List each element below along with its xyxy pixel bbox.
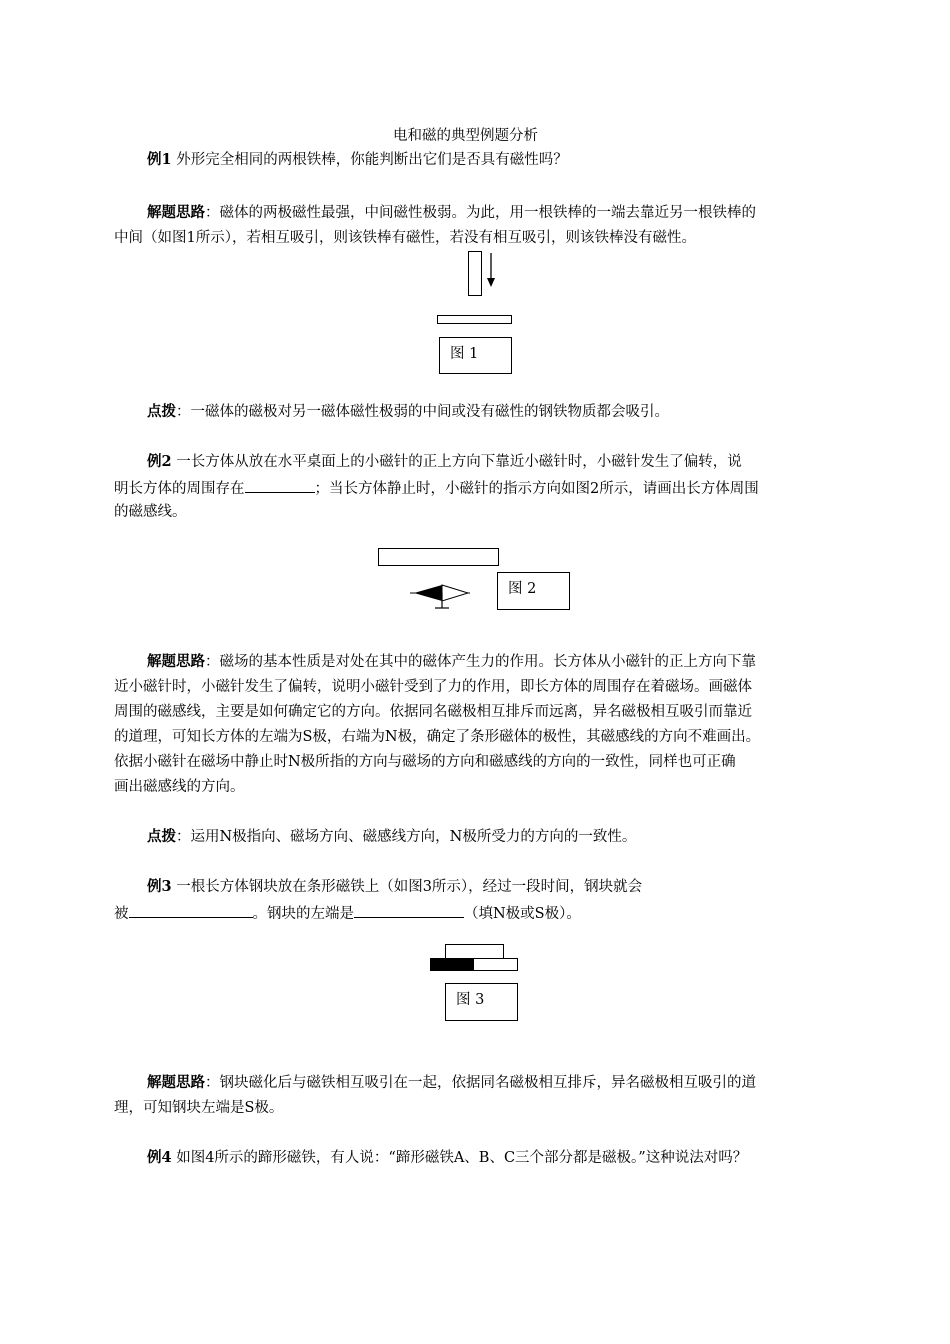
figure-1-vertical-iron-bar (468, 251, 482, 296)
example-1-question (147, 150, 568, 170)
tip-label: 点拨 (147, 828, 176, 845)
solution-label: 解题思路 (147, 653, 205, 670)
example-3-text: 一根长方体钢块放在条形磁铁上（如图3所示），经过一段时间，钢块就会 (171, 879, 643, 895)
example-2-solution-line-4: 的道理，可知长方体的左端为S极，右端为N极，确定了条形磁体的极性，其磁感线的方向不难画出。 (114, 729, 761, 745)
example-1-label: 例1 (147, 151, 172, 168)
example-2-question-line-1 (147, 452, 742, 472)
text-part: 被 (114, 906, 129, 922)
text-part: ；当长方体静止时，小磁针的指示方向如图2所示，请画出长方体周围 (314, 481, 759, 497)
answer-blank-3[interactable] (354, 902, 464, 918)
example-2-solution-line-3: 周围的磁感线，主要是如何确定它的方向。依据同名磁极相互排斥而远离，异名磁极相互吸引而靠近 (114, 704, 752, 720)
text-part: 。钢块的左端是 (252, 906, 354, 922)
example-3-solution-line-2: 理，可知钢块左端是S极。 (114, 1100, 284, 1116)
figure-2-cuboid (378, 548, 499, 566)
example-2-question-line-3: 的磁感线。 (114, 504, 187, 520)
example-3-solution-line-1 (147, 1073, 756, 1093)
example-1-text: 外形完全相同的两根铁棒，你能判断出它们是否具有磁性吗？ (171, 152, 568, 168)
figure-2-caption: 图 2 (497, 572, 570, 610)
figure-1-caption: 图 1 (439, 337, 512, 374)
example-2-solution-line-1 (147, 652, 756, 672)
example-1-solution-line-2: 中间（如图1所示），若相互吸引，则该铁棒有磁性，若没有相互吸引，则该铁棒没有磁性。 (114, 230, 696, 246)
example-4-question (147, 1148, 747, 1168)
solution-text: ：钢块磁化后与磁铁相互吸引在一起，依据同名磁极相互排斥，异名磁极相互吸引的道 (205, 1075, 756, 1091)
figure-3-bar-magnet (430, 958, 518, 971)
example-2-solution-line-6: 画出磁感线的方向。 (114, 779, 245, 795)
example-2-label: 例2 (147, 453, 172, 470)
solution-text: ：磁场的基本性质是对处在其中的磁体产生力的作用。长方体从小磁针的正上方向下靠 (205, 654, 756, 670)
solution-label: 解题思路 (147, 1074, 205, 1091)
tip-text: ：运用N极指向、磁场方向、磁感线方向，N极所受力的方向的一致性。 (176, 829, 637, 845)
answer-blank-2[interactable] (129, 902, 253, 918)
solution-label: 解题思路 (147, 204, 205, 221)
figure-1-horizontal-iron-bar (437, 315, 512, 324)
example-3-label: 例3 (147, 878, 172, 895)
figure-3-caption: 图 3 (445, 983, 518, 1021)
example-2-solution-line-5: 依据小磁针在磁场中静止时N极所指的方向与磁场的方向和磁感线的方向的一致性，同样也可正确 (114, 754, 736, 770)
text-part: 明长方体的周围存在 (114, 481, 245, 497)
tip-label: 点拨 (147, 403, 176, 420)
example-3-question-line-1 (147, 877, 642, 897)
example-2-tip (147, 827, 636, 847)
example-2-question-line-2 (114, 477, 759, 499)
example-3-question-line-2 (114, 902, 581, 924)
tip-text: ：一磁体的磁极对另一磁体磁性极弱的中间或没有磁性的钢铁物质都会吸引。 (176, 404, 669, 420)
figure-1-down-arrow (484, 253, 498, 289)
example-2-text: 一长方体从放在水平桌面上的小磁针的正上方向下靠近小磁针时，小磁针发生了偏转，说 (171, 454, 742, 470)
example-2-solution-line-2: 近小磁针时，小磁针发生了偏转，说明小磁针受到了力的作用，即长方体的周围存在着磁场。画磁体 (114, 679, 752, 695)
figure-2-compass-needle (408, 580, 472, 610)
example-4-text: 如图4所示的蹄形磁铁，有人说：“蹄形磁铁A、B、C三个部分都是磁极。”这种说法对吗？ (171, 1150, 748, 1166)
answer-blank-1[interactable] (245, 477, 315, 493)
example-4-label: 例4 (147, 1149, 172, 1166)
page-title: 电和磁的典型例题分析 (393, 128, 538, 144)
example-1-tip (147, 402, 669, 422)
figure-3-steel-block (445, 944, 504, 959)
text-part: （填N极或S极）。 (464, 906, 581, 922)
example-1-solution-line-1 (147, 203, 756, 223)
solution-text: ：磁体的两极磁性最强，中间磁性极弱。为此，用一根铁棒的一端去靠近另一根铁棒的 (205, 205, 756, 221)
